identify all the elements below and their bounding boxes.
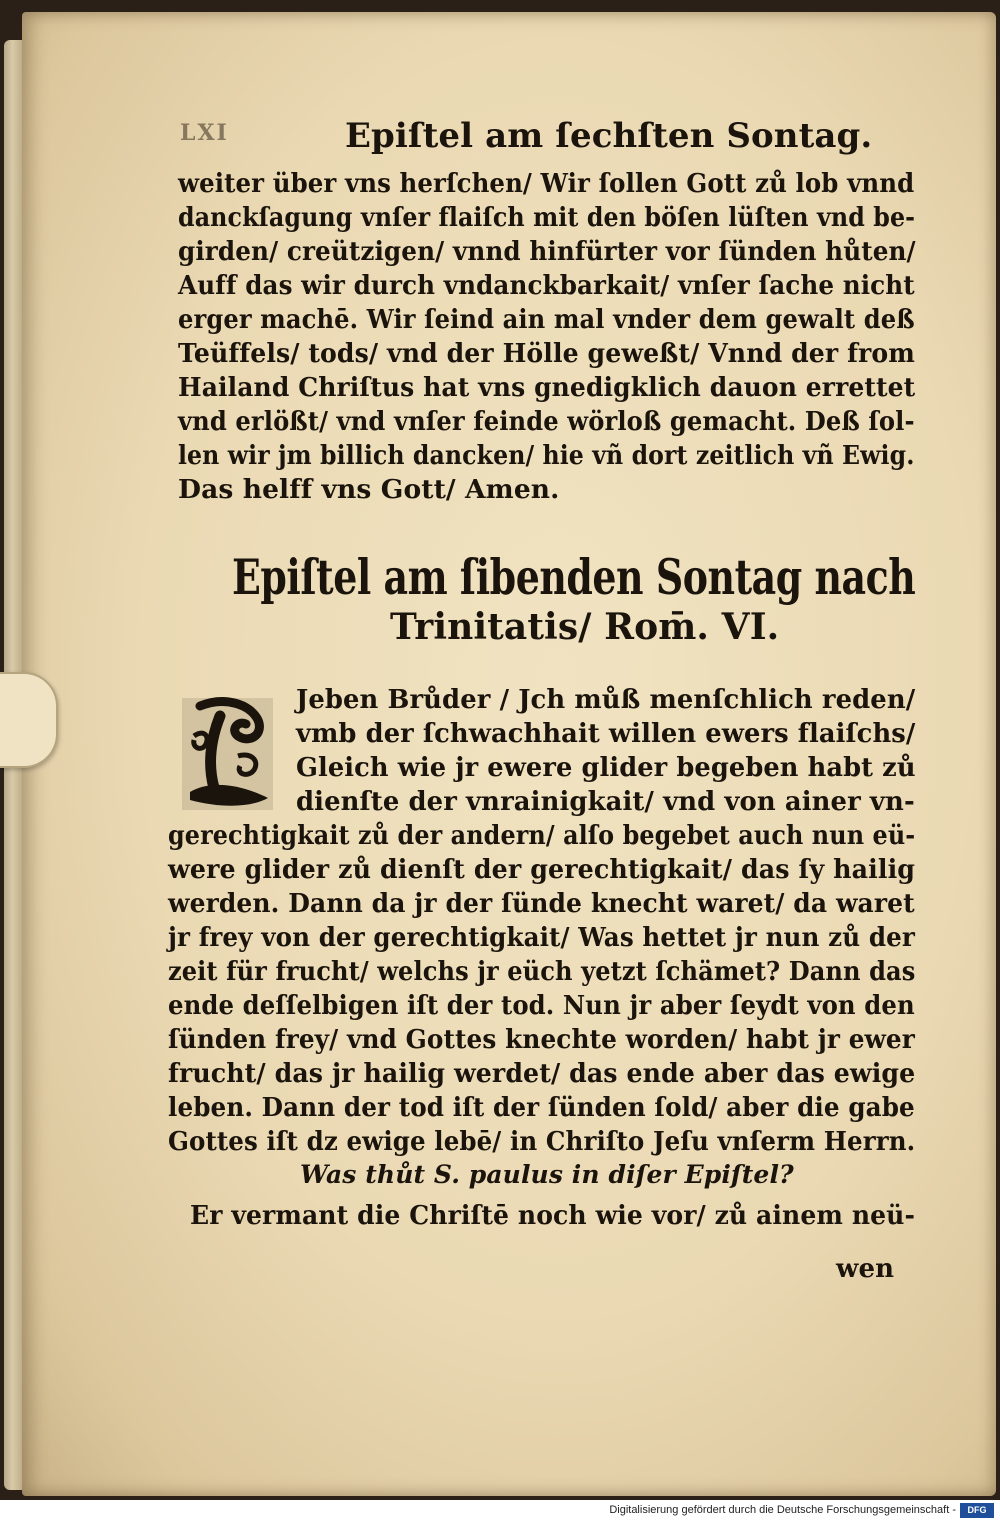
text-line: Hailand Chriſtus hat vns gnedigklich dauon errettet xyxy=(178,372,916,403)
folio-mark: LXI xyxy=(180,120,229,146)
text-line: frucht/ das jr hailig werdet/ das ende aber das ewige xyxy=(168,1058,916,1089)
decorated-initial-L xyxy=(180,696,275,812)
text-line: ende deſſelbigen iſt der tod. Nun jr aber ſeydt von den xyxy=(168,990,915,1021)
question-line: Was thůt S. paulus in diſer Epiſtel? xyxy=(300,1160,794,1189)
bookmark-tab xyxy=(0,672,58,768)
text-line: zeit für frucht/ welchs jr eüch yetzt ſchämet? Dann das xyxy=(168,956,916,987)
footer-bar xyxy=(0,1500,1000,1522)
text-line: len wir jm billich dancken/ hie vñ dort zeitlich vñ Ewig. xyxy=(178,440,915,471)
text-line: leben. Dann der tod iſt der ſünden ſold/ aber die gabe xyxy=(168,1092,915,1123)
text-line: dienſte der vnrainigkait/ vnd von ainer vn- xyxy=(296,786,915,817)
text-line: danckſagung vnſer flaiſch mit den böſen lüſten vnd be- xyxy=(178,202,916,233)
catchword: wen xyxy=(836,1254,895,1284)
text-line: were glider zů dienſt der gerechtigkait/ das ſy hailig xyxy=(168,854,916,885)
text-line: erger machē. Wir ſeind ain mal vnder dem gewalt deß xyxy=(178,304,915,335)
text-line: Das helff vns Gott/ Amen. xyxy=(178,474,560,505)
text-line: Auff das wir durch vndanckbarkait/ vnſer ſache nicht xyxy=(178,270,915,301)
text-line: girden/ creützigen/ vnnd hinfürter vor ſünden hůten/ xyxy=(178,236,916,267)
running-head: Epiſtel am ſechſten Sontag. xyxy=(345,116,873,156)
text-line: vnd erlößt/ vnd vnſer feinde wörloß gemacht. Deß ſol- xyxy=(178,406,915,437)
funding-credit: Digitalisierung gefördert durch die Deutsche Forschungsgemeinschaft - xyxy=(609,1504,956,1516)
text-line: gerechtigkait zů der andern/ alſo begebet auch nun eü- xyxy=(168,820,916,851)
text-line: weiter über vns herſchen/ Wir ſollen Gott zů lob vnnd xyxy=(178,168,915,199)
section-subheading: Trinitatis/ Rom̄. VI. xyxy=(390,606,780,648)
dfg-logo: DFG xyxy=(960,1503,994,1518)
text-line: Gottes iſt dz ewige lebē/ in Chriſto Jeſu vnſerm Herrn. xyxy=(168,1126,916,1157)
text-line: Er vermant die Chriſtē noch wie vor/ zů ainem neü- xyxy=(190,1200,916,1231)
section-heading: Epiſtel am ſibenden Sontag nach xyxy=(232,548,916,606)
text-line: Gleich wie jr ewere glider begeben habt zů xyxy=(296,752,916,783)
text-line: Teüffels/ tods/ vnd der Hölle geweßt/ Vnnd der from xyxy=(178,338,915,369)
text-line: werden. Dann da jr der ſünde knecht waret/ da waret xyxy=(168,888,915,919)
text-line: Jeben Brůder / Jch můß menſchlich reden/ xyxy=(296,684,916,715)
text-line: jr frey von der gerechtigkait/ Was hettet jr nun zů der xyxy=(168,922,915,953)
text-line: ſünden frey/ vnd Gottes knechte worden/ habt jr ewer xyxy=(168,1024,915,1055)
text-line: vmb der ſchwachhait willen ewers flaiſchs/ xyxy=(296,718,916,749)
